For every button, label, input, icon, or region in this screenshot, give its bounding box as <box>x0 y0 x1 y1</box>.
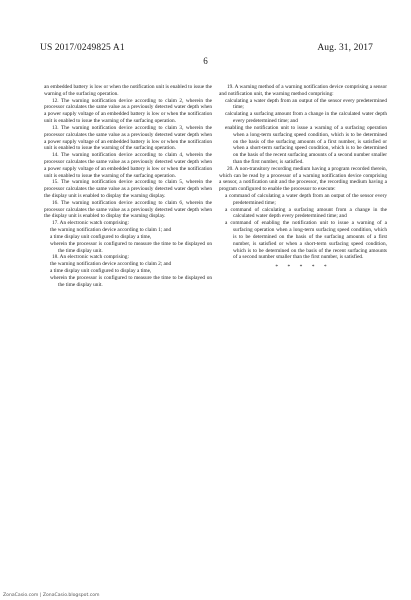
claim-paragraph: 13. The warning notification device according to claim 3, wherein the processor calculates the same value as a previously detected water depth when a power supply voltage of an embedded battery is low or when the notification unit is enabled to issue the warning of the surfacing operation. <box>44 124 212 152</box>
claim-paragraph: 14. The warning notification device according to claim 4, wherein the processor calculates the same value as a previously detected water depth when a power supply voltage of an embedded battery is low or when the notification unit is enabled to issue the warning of the surfacing operation. <box>44 152 212 179</box>
claim-paragraph: a command of calculating a surfacing amount from a change in the calculated water depth every predetermined time; and <box>225 206 387 220</box>
claim-paragraph: 15. The warning notification device according to claim 5, wherein the processor calculates the same value as a previously detected water depth when the display unit is enabled to display the warning display. <box>44 179 212 199</box>
publication-number: US 2017/0249825 A1 <box>40 43 125 53</box>
left-column <box>44 84 212 288</box>
claim-paragraph: calculating a water depth from an output of the sensor every predetermined time; <box>225 97 387 111</box>
right-column <box>219 84 387 271</box>
claim-paragraph: wherein the processor is configured to measure the time to be displayed on the time display unit. <box>50 274 212 288</box>
claim-paragraph: 17. An electronic watch comprising: <box>52 220 129 227</box>
watermark: ZonaCasio.com | ZonaCasio.blogspot.com <box>3 593 100 598</box>
end-of-document-marks: * * * * * <box>275 264 331 271</box>
page-number: 6 <box>203 56 208 66</box>
claim-paragraph: a command of enabling the notification unit to issue a warning of a surfacing operation when a long-term surfacing speed condition, which is to be determined on the basis of the surfacing amounts of a first number, is satisfied or when a short-term surfacing speed condition, which is to be determined on the basis of the recent surfacing amounts of a second number smaller than the first number, is satisfied. <box>225 220 387 261</box>
claim-paragraph: a command of calculating a water depth from an output of the sensor every predetermined time; <box>225 193 387 206</box>
claim-paragraph: the warning notification device according to claim 1; and <box>50 227 172 234</box>
claim-paragraph: wherein the processor is configured to measure the time to be displayed on the time display unit. <box>50 240 212 254</box>
claim-paragraph: 20. A non-transitory recording medium having a program recorded therein, which can be read by a processor of a warning notification device comprising a sensor, a notification unit and the processor, the recording medium having a program configured to enable the processor to execute: <box>219 165 387 193</box>
publication-date: Aug. 31, 2017 <box>317 43 373 53</box>
claim-paragraph: an embedded battery is low or when the notification unit is enabled to issue the warning of the surfacing operation. <box>44 84 212 97</box>
claim-paragraph: enabling the notification unit to issue a warning of a surfacing operation when a long-term surfacing speed condition, which is to be determined on the basis of the surfacing amounts of a first number, is satisfied or when a short-term surfacing speed condition, which is to be determined on the basis of the recent surfacing amounts of a second number smaller than the first number, is satisfied. <box>225 124 387 165</box>
claim-paragraph: a time display unit configured to display a time, <box>50 267 152 274</box>
claim-paragraph: 19. A warning method of a warning notification device comprising a sensor and notification unit, the warning method comprising: <box>219 84 387 97</box>
claim-paragraph: 18. An electronic watch comprising: <box>52 254 129 261</box>
claim-paragraph: 12. The warning notification device according to claim 2, wherein the processor calculates the same value as a previously detected water depth when a power supply voltage of an embedded battery is low or when the notification unit is enabled to issue the warning of the surfacing operation. <box>44 97 212 125</box>
claim-paragraph: the warning notification device according to claim 2; and <box>50 261 172 268</box>
claim-paragraph: calculating a surfacing amount from a change in the calculated water depth every predetermined time; and <box>225 111 387 125</box>
claim-paragraph: a time display unit configured to display a time, <box>50 233 152 240</box>
claim-paragraph: 16. The warning notification device according to claim 6, wherein the processor calculates the same value as a previously detected water depth when the display unit is enabled to display the warning display. <box>44 199 212 220</box>
